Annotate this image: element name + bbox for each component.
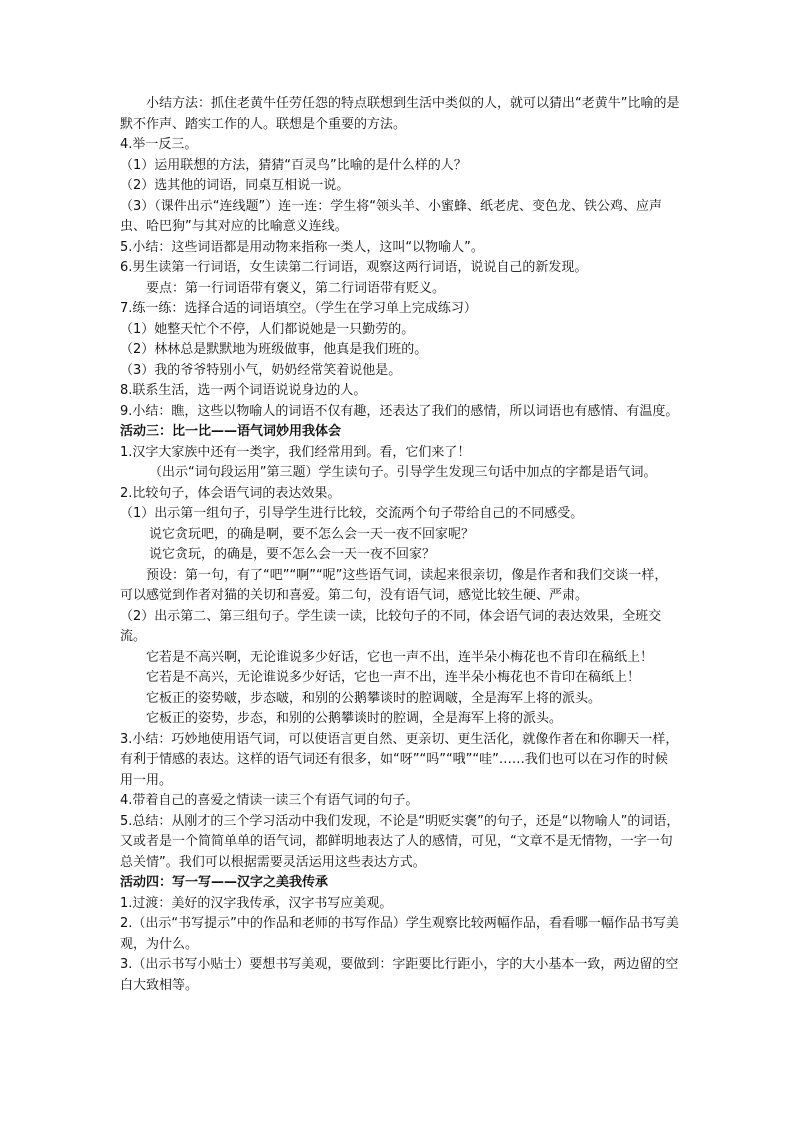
example-sentence: 说它贪玩吧，的确是啊，要不怎么会一天一夜不回家呢？: [149, 526, 475, 542]
paragraph: （2）出示第二、第三组句子。学生读一读，比较句子的不同，体会语气词的表达效果，全班交流。: [120, 608, 662, 644]
paragraph: 3.小结：巧妙地使用语气词，可以使语言更自然、更亲切、更生活化，就像作者在和你聊天一样，有利于情感的表达。这样的语气词还有很多，如“呀”“吗”“哦”“哇”……我们也可以在习作的时候用一用。: [120, 731, 679, 788]
paragraph: 6.男生读第一行词语，女生读第二行词语，观察这两行词语，说说自己的新发现。: [120, 260, 588, 275]
section-heading: 活动四：写一写——汉字之美我传承: [120, 875, 329, 890]
example-sentence: 它板正的姿势，步态，和别的公鹅攀谈时的腔调，全是海军上将的派头。: [146, 711, 563, 726]
paragraph: 7.练一练：选择合适的词语填空。（学生在学习单上完成练习）: [120, 301, 477, 316]
example-sentence: 它若是不高兴，无论谁说多少好话，它也一声不出，连半朵小梅花也不肯印在稿纸上！: [146, 670, 641, 685]
example-sentence: 说它贪玩，的确是，要不怎么会一天一夜不回家？: [149, 547, 436, 562]
paragraph: 2.比较句子，体会语气词的表达效果。: [120, 485, 341, 501]
paragraph: 3.（出示书写小贴士）要想书写美观，要做到：字距要比行距小，字的大小基本一致，两边留的空白大致相等。: [120, 957, 679, 993]
paragraph: 小结方法：抓住老黄牛任劳任怨的特点联想到生活中类似的人，就可以猜出“老黄牛”比喻的是默不作声、踏实工作的人。联想是个重要的方法。: [120, 96, 680, 132]
paragraph: 预设：第一句，有了“吧”“啊”“呢”这些语气词，读起来很亲切，像是作者和我们交谈一样，可以感觉到作者对猫的关切和喜爱。第二句，没有语气词，感觉比较生硬、严肃。: [120, 567, 668, 603]
paragraph: （2）林林总是默默地为班级做事，他真是我们班的。: [120, 342, 428, 357]
paragraph: 5.总结：从刚才的三个学习活动中我们发现，不论是“明贬实褒”的句子，还是“以物喻人”的词语，又或者是一个简简单单的语气词，都鲜明地表达了人的感情，可见，“文章不是无情物，一字一句总关情”。我们可以根据需要灵活运用这些表达方式。: [120, 813, 680, 870]
document-body: [120, 94, 680, 996]
paragraph: 2.（出示“书写提示”中的作品和老师的书写作品）学生观察比较两幅作品，看看哪一幅作品书写美观，为什么。: [120, 916, 679, 952]
paragraph: （2）选其他的词语，同桌互相说一说。: [120, 178, 350, 193]
paragraph: （3）（课件出示“连线题”）连一连：学生将“领头羊、小蜜蜂、纸老虎、变色龙、铁公鸡、应声虫、哈巴狗”与其对应的比喻意义连线。: [120, 198, 662, 234]
paragraph: （1）出示第一组句子，引导学生进行比较，交流两个句子带给自己的不同感受。: [120, 506, 584, 521]
paragraph: 4.举一反三。: [120, 137, 198, 152]
example-sentence: 它若是不高兴啊，无论谁说多少好话，它也一声不出，连半朵小梅花也不肯印在稿纸上！: [146, 649, 654, 665]
paragraph: 4.带着自己的喜爱之情读一读三个有语气词的句子。: [120, 793, 419, 808]
paragraph: 8.联系生活，选一两个词语说说身边的人。: [120, 383, 367, 398]
paragraph: （1）她整天忙个不停，人们都说她是一只勤劳的。: [120, 321, 415, 337]
paragraph: 1.过渡：美好的汉字我传承，汉字书写应美观。: [120, 895, 393, 911]
paragraph: （出示“词句段运用”第三题）学生读句子。引导学生发现三句话中加点的字都是语气词。: [149, 465, 657, 480]
paragraph: 9.小结：瞧，这些以物喻人的词语不仅有趣，还表达了我们的感情，所以词语也有感情、有温度。: [120, 403, 679, 419]
paragraph: 要点：第一行词语带有褒义，第二行词语带有贬义。: [146, 280, 446, 296]
paragraph: 1.汉字大家族中还有一类字，我们经常用到。看，它们来了！: [120, 444, 471, 460]
paragraph: 5.小结：这些词语都是用动物来指称一类人，这叫“以物喻人”。: [120, 239, 484, 255]
paragraph: （1）运用联想的方法，猜猜“百灵鸟”比喻的是什么样的人？: [120, 157, 467, 173]
section-heading: 活动三：比一比——语气词妙用我体会: [120, 424, 342, 439]
paragraph: （3）我的爷爷特别小气，奶奶经常笑着说他是。: [120, 362, 402, 378]
example-sentence: 它板正的姿势啵，步态啵，和别的公鹅攀谈时的腔调啵，全是海军上将的派头。: [146, 690, 602, 706]
